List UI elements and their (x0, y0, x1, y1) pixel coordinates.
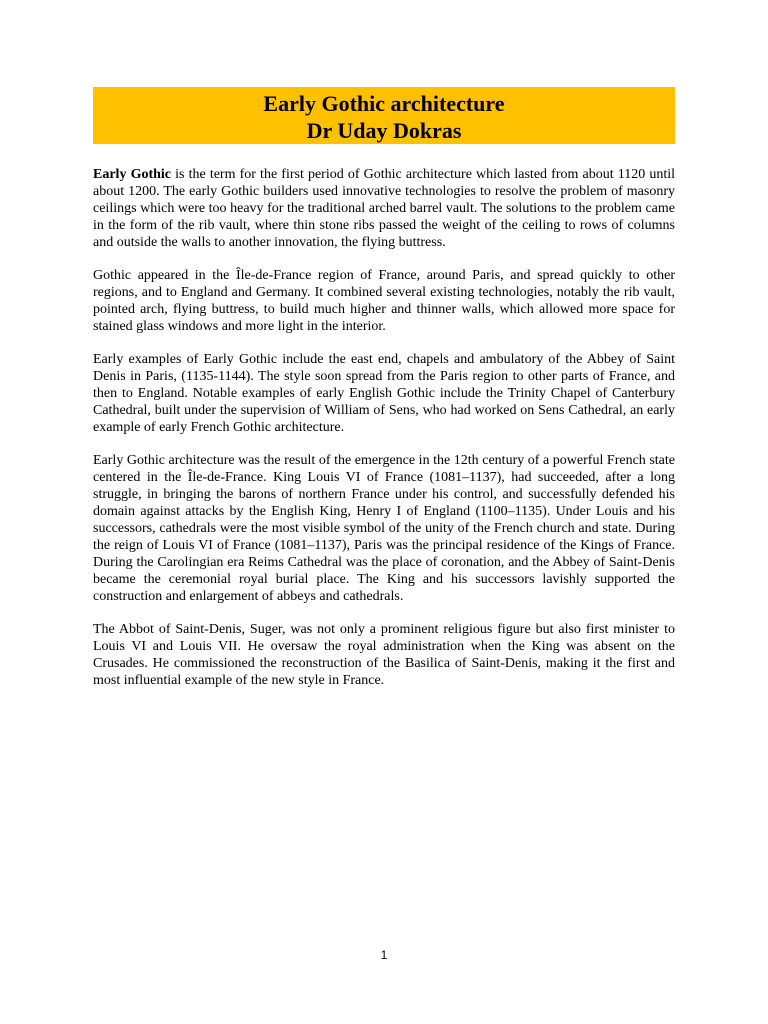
paragraph-2 (93, 267, 675, 335)
document-body (93, 166, 675, 705)
document-title: Early Gothic architecture (263, 91, 505, 116)
paragraph-4-text: Early Gothic architecture was the result of the emergence in the 12th century of a powerful French state centered in the Île-de-France. King Louis VI of France (1081–1137), had succeeded, after a long struggle, in bringing the barons of northern France under his control, and successfully defended his domain against attacks by the English King, Henry I of England (1100–1135). Under Louis and his successors, cathedrals were the most visible symbol of the unity of the French church and state. During the reign of Louis VI of France (1081–1137), Paris was the principal residence of the Kings of France. During the Carolingian era Reims Cathedral was the place of coronation, and the Abbey of Saint-Denis became the ceremonial royal burial place. The King and his successors lavishly supported the construction and enlargement of abbeys and cathedrals. (93, 453, 675, 604)
paragraph-5-text: The Abbot of Saint-Denis, Suger, was not only a prominent religious figure but also first minister to Louis VI and Louis VII. He oversaw the royal administration when the King was absent on the Crusades. He commissioned the reconstruction of the Basilica of Saint-Denis, making it the first and most influential example of the new style in France. (93, 622, 675, 688)
paragraph-1 (93, 166, 675, 251)
title-banner (93, 87, 675, 144)
paragraph-4 (93, 452, 675, 605)
paragraph-3-text: Early examples of Early Gothic include the east end, chapels and ambulatory of the Abbey of Saint Denis in Paris, (1135-1144). The style soon spread from the Paris region to other parts of France, and then to England. Notable examples of early English Gothic include the Trinity Chapel of Canterbury Cathedral, built under the supervision of William of Sens, who had worked on Sens Cathedral, an early example of early French Gothic architecture. (93, 352, 675, 435)
paragraph-2-text: Gothic appeared in the Île-de-France region of France, around Paris, and spread quickly to other regions, and to England and Germany. It combined several existing technologies, notably the rib vault, pointed arch, flying buttress, to build much higher and thinner walls, which allowed more space for stained glass windows and more light in the interior. (93, 268, 675, 334)
paragraph-1-lead: Early Gothic (93, 167, 172, 182)
page-number: 1 (380, 948, 388, 962)
document-author: Dr Uday Dokras (306, 118, 462, 143)
paragraph-5 (93, 621, 675, 689)
paragraph-1-text: is the term for the first period of Gothic architecture which lasted from about 1120 until about 1200. The early Gothic builders used innovative technologies to resolve the problem of masonry ceilings which were too heavy for the traditional arched barrel vault. The solutions to the problem came in the form of the rib vault, where thin stone ribs passed the weight of the ceiling to rows of columns and outside the walls to another innovation, the flying buttress. (93, 167, 675, 250)
paragraph-3 (93, 351, 675, 436)
